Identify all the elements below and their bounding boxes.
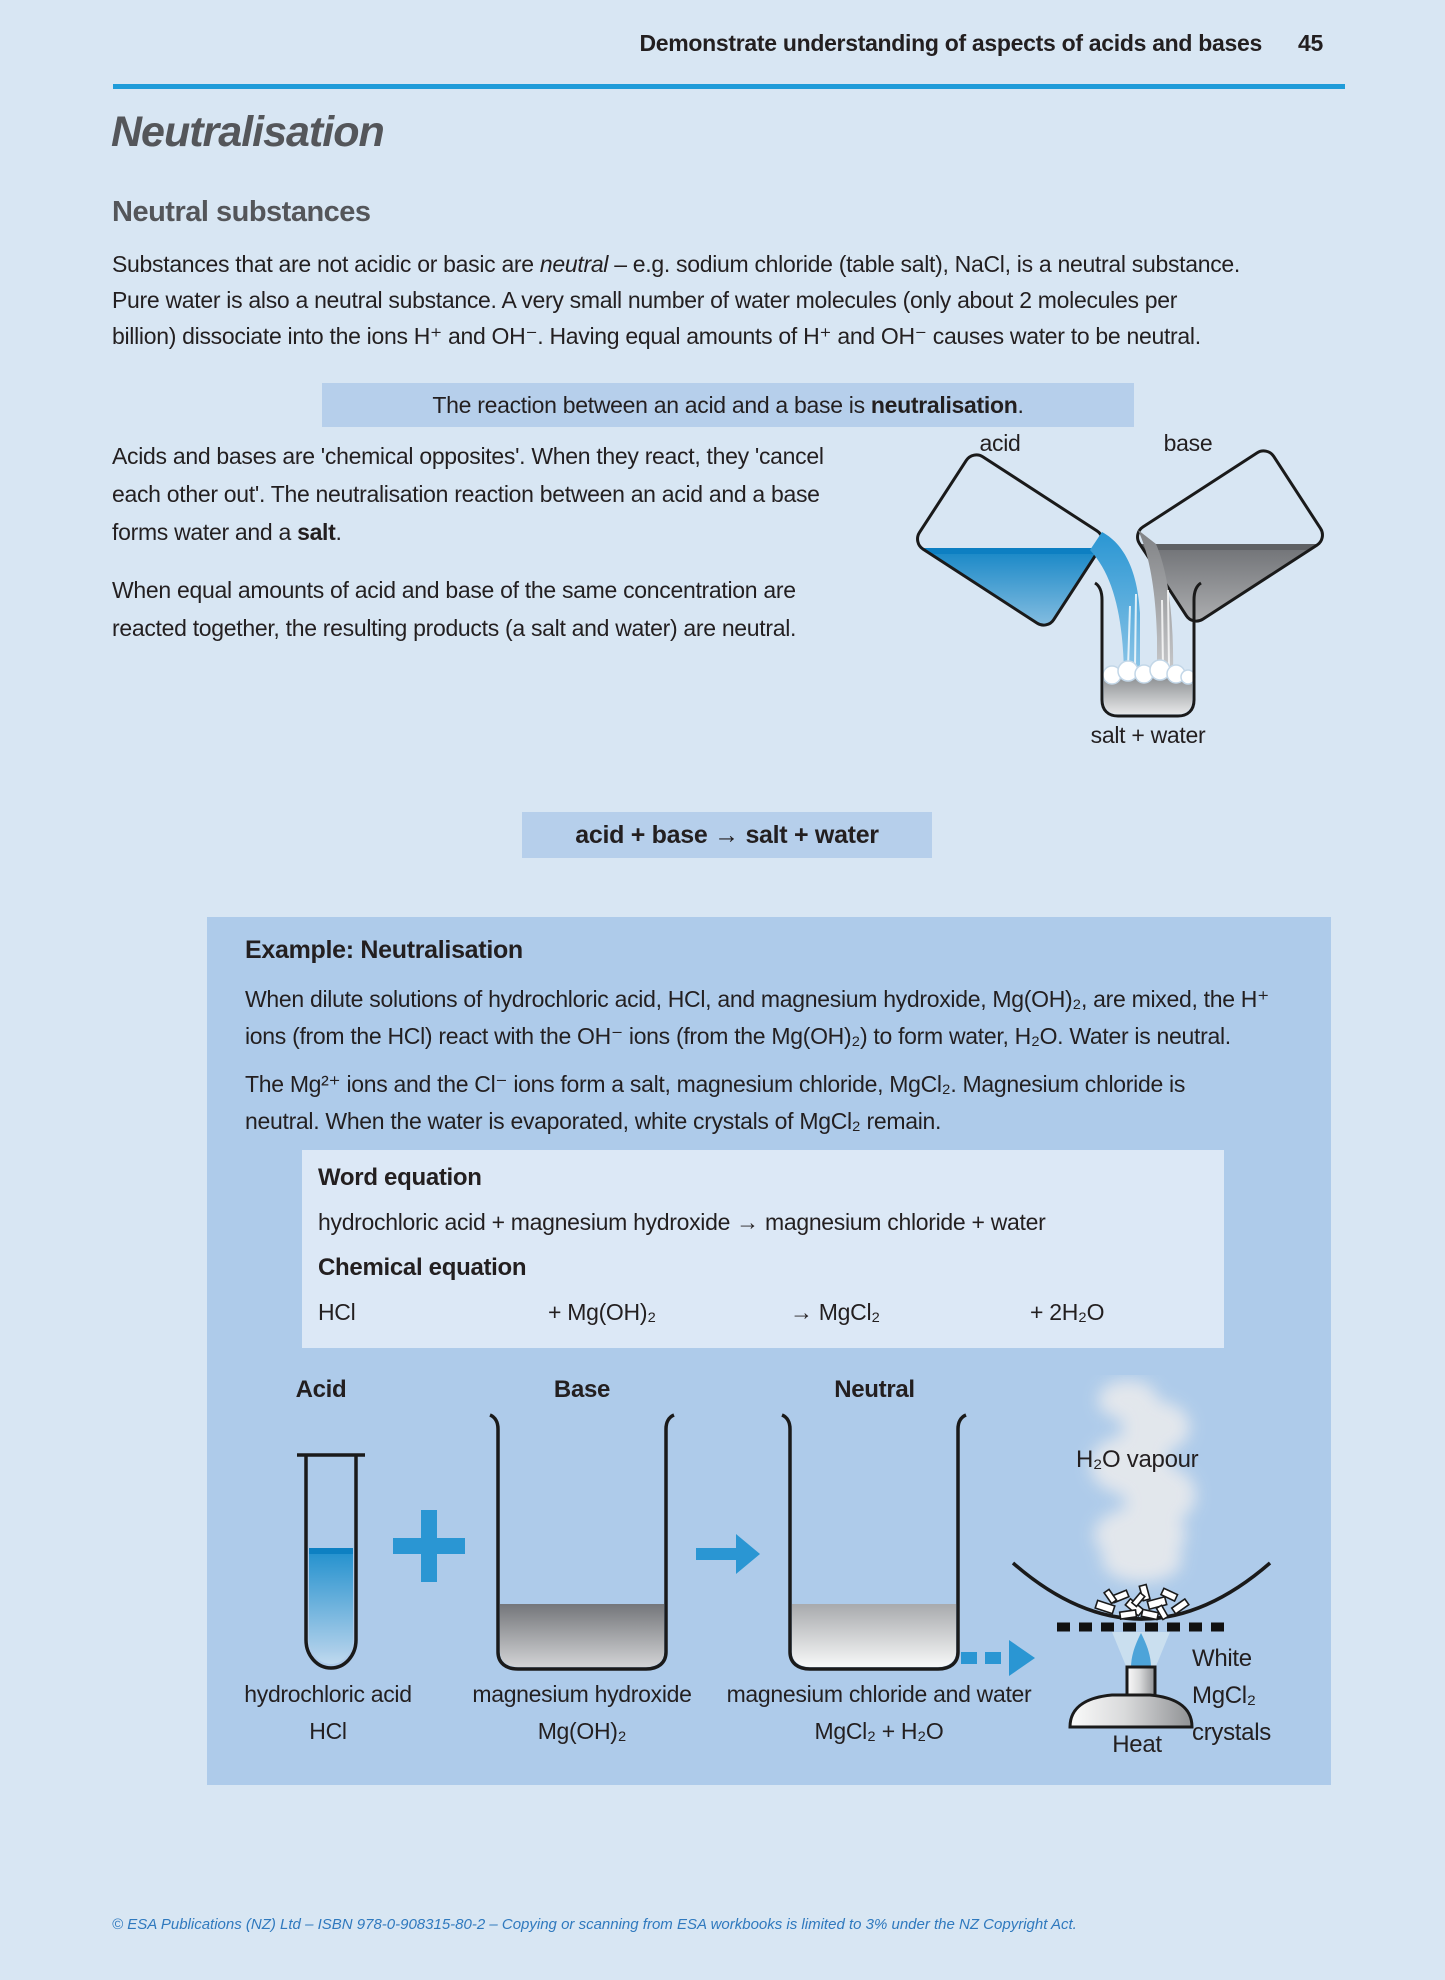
intro-line-1b: – e.g. sodium chloride (table salt), NaCl, is a neutral substance. — [608, 251, 1241, 277]
burner-base — [1070, 1695, 1192, 1727]
plus-icon — [393, 1510, 465, 1582]
crystals-label — [1192, 1640, 1271, 1751]
base-caption-name: magnesium hydroxide — [472, 1681, 692, 1707]
intro-line-2: Pure water is also a neutral substance. A very small number of water molecules (only about 2 molecules per — [112, 287, 1178, 313]
neutral-liquid — [792, 1604, 956, 1667]
acid-label: acid — [979, 430, 1021, 456]
example-p1-line-2: ions (from the HCl) react with the OH⁻ ions (from the Mg(OH)₂) to form water, H₂O. Water is neutral. — [245, 1023, 1231, 1049]
equal-line-2: reacted together, the resulting products (a salt and water) are neutral. — [112, 615, 797, 641]
copyright-footer: © ESA Publications (NZ) Ltd – ISBN 978-0-908315-80-2 – Copying or scanning from ESA workbooks is limited to 3% under the NZ Copyright Act. — [112, 1916, 1077, 1933]
intro-line-1 — [112, 246, 1240, 282]
opposites-line-1: Acids and bases are 'chemical opposites'. When they react, they 'cancel — [112, 443, 824, 469]
foam — [1103, 660, 1195, 684]
neutral-beaker-illustration — [776, 1412, 972, 1678]
acid-caption-formula: HCl — [309, 1718, 347, 1744]
salt-water-label: salt + water — [1090, 722, 1206, 748]
base-liquid — [500, 1604, 664, 1667]
acid-stream — [1090, 532, 1140, 674]
neutral-title: Neutral — [834, 1376, 915, 1403]
intro-line-1-italic: neutral — [539, 251, 609, 277]
acid-beaker-liquid — [895, 548, 1125, 678]
page-title: Neutralisation — [111, 108, 384, 156]
word-equation-heading: Word equation — [318, 1164, 482, 1191]
opposites-paragraph — [112, 437, 824, 551]
key-fact-banner — [322, 383, 1134, 427]
acid-title: Acid — [295, 1376, 347, 1403]
opposites-line-3c: . — [335, 519, 342, 545]
key-fact-text: The reaction between an acid and a base is — [432, 392, 871, 418]
opposites-line-2: each other out'. The neutralisation reaction between an acid and a base — [112, 481, 820, 507]
chemical-equation-product-2: + 2H₂O — [1030, 1299, 1105, 1325]
crystals-label-line-2: MgCl₂ — [1192, 1682, 1256, 1709]
acid-caption — [228, 1676, 428, 1750]
chemical-equation-product-1: → MgCl₂ — [790, 1299, 880, 1325]
page-header-title: Demonstrate understanding of aspects of acids and bases — [639, 30, 1262, 56]
word-equation: hydrochloric acid + magnesium hydroxide → magnesium chloride + water — [318, 1209, 1046, 1235]
base-beaker-illustration — [484, 1412, 680, 1678]
key-fact-bold: neutralisation — [870, 392, 1018, 418]
example-paragraph-2 — [245, 1066, 1185, 1140]
chemical-equation-heading: Chemical equation — [318, 1254, 527, 1281]
test-tube-liquid — [301, 1548, 361, 1683]
heat-label: Heat — [1112, 1731, 1162, 1758]
neutral-caption-name: magnesium chloride and water — [726, 1681, 1032, 1707]
base-caption-formula: Mg(OH)₂ — [537, 1718, 627, 1744]
vapour-label: H₂O vapour — [1076, 1446, 1199, 1473]
example-p1-line-1: When dilute solutions of hydrochloric acid, HCl, and magnesium hydroxide, Mg(OH)₂, are mixed, the H⁺ — [245, 986, 1269, 1012]
equal-line-1: When equal amounts of acid and base of the same concentration are — [112, 577, 796, 603]
neutral-caption — [714, 1676, 1044, 1750]
equal-amounts-paragraph — [112, 571, 796, 647]
neutral-caption-formula: MgCl₂ + H₂O — [814, 1718, 944, 1744]
header-rule — [113, 84, 1345, 89]
example-p2-line-1: The Mg²⁺ ions and the Cl⁻ ions form a salt, magnesium chloride, MgCl₂. Magnesium chloride is — [245, 1071, 1186, 1097]
chemical-equation-reactant-1: HCl — [318, 1299, 356, 1325]
vapour-smoke — [1090, 1380, 1196, 1582]
base-label: base — [1163, 430, 1213, 456]
salt-water-liquid — [1104, 678, 1192, 714]
test-tube-illustration — [296, 1448, 366, 1683]
key-fact-period: . — [1017, 392, 1024, 418]
general-equation-banner: acid + base → salt + water — [522, 812, 932, 858]
crystals-label-line-1: White — [1192, 1645, 1252, 1672]
example-heading: Example: Neutralisation — [245, 936, 523, 964]
acid-caption-name: hydrochloric acid — [244, 1681, 412, 1707]
base-title: Base — [553, 1376, 611, 1403]
intro-line-3: billion) dissociate into the ions H⁺ and OH⁻. Having equal amounts of H⁺ and OH⁻ causes water to be neutral. — [112, 323, 1201, 349]
intro-paragraph — [112, 246, 1240, 354]
opposites-line-3a: forms water and a — [112, 519, 298, 545]
intro-line-1a: Substances that are not acidic or basic are — [112, 251, 540, 277]
base-caption — [452, 1676, 712, 1750]
crystals-label-line-3: crystals — [1192, 1719, 1271, 1746]
page-number: 45 — [1298, 30, 1323, 56]
pouring-beakers-illustration — [890, 428, 1350, 748]
example-paragraph-1 — [245, 981, 1269, 1055]
section-heading: Neutral substances — [112, 196, 371, 228]
arrow-right-icon — [696, 1534, 760, 1574]
opposites-line-3 — [112, 513, 824, 551]
opposites-line-3-bold: salt — [297, 519, 336, 545]
example-p2-line-2: neutral. When the water is evaporated, white crystals of MgCl₂ remain. — [245, 1108, 942, 1134]
chemical-equation-reactant-2: + Mg(OH)₂ — [548, 1299, 656, 1325]
